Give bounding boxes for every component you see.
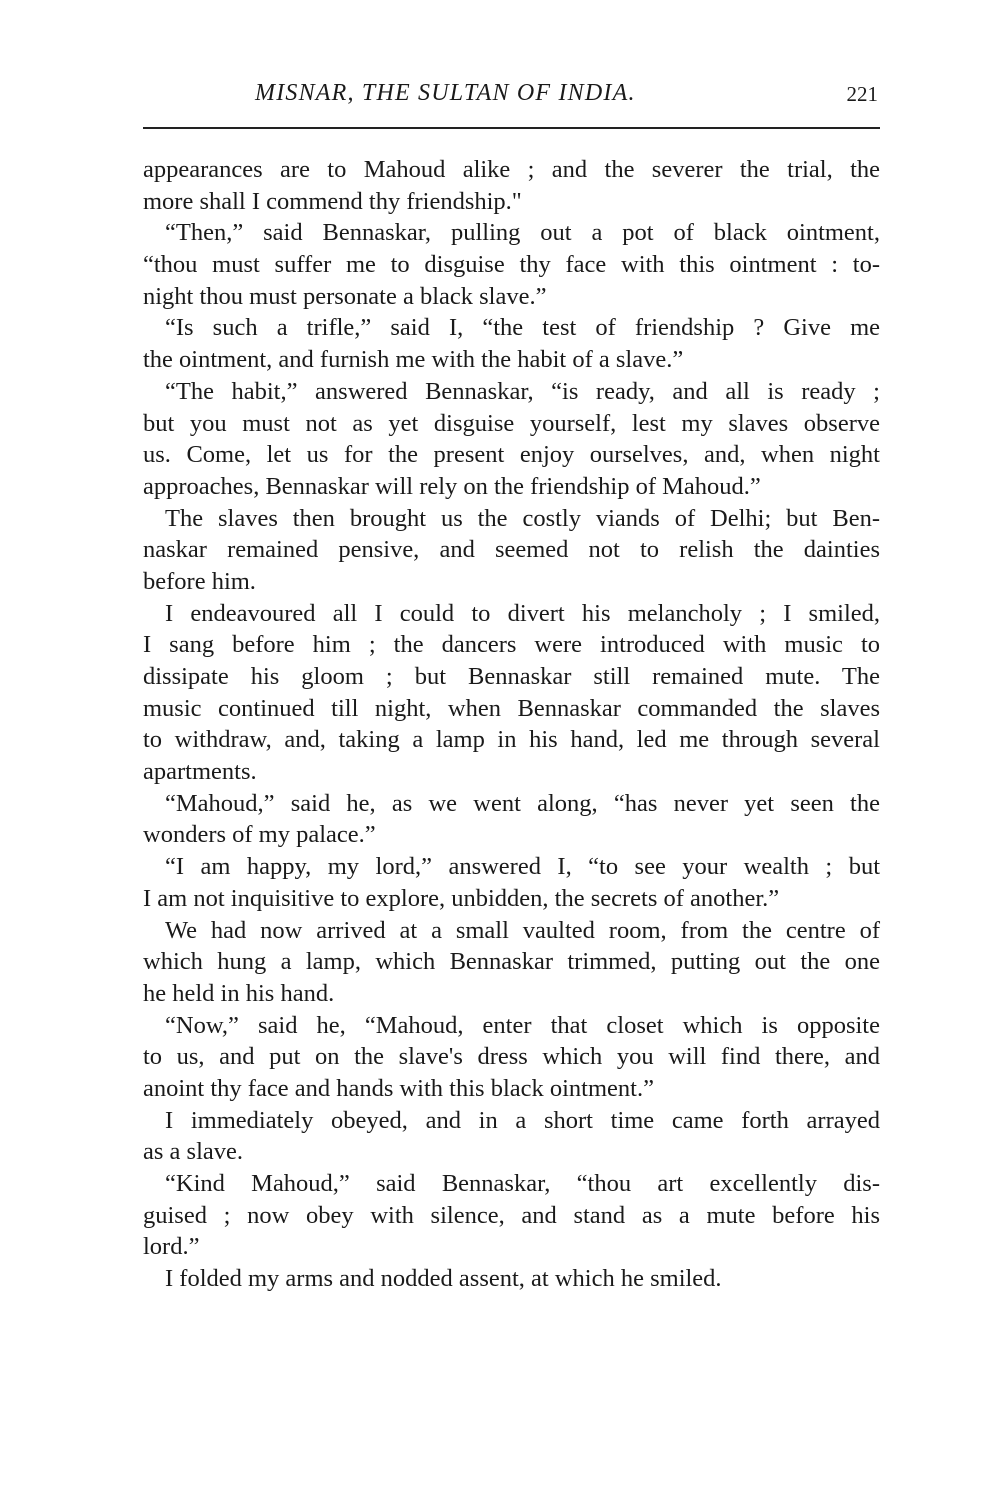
- body-text: [143, 154, 880, 1295]
- text-line: lord.”: [143, 1233, 200, 1261]
- text-line: he held in his hand.: [143, 979, 335, 1007]
- text-line: to withdraw, and, taking a lamp in his hand, led me through several: [143, 726, 880, 754]
- text-line: I am not inquisitive to explore, unbidden, the secrets of another.”: [143, 884, 780, 912]
- text-line: the ointment, and furnish me with the habit of a slave.”: [143, 346, 684, 374]
- text-line: “Then,” said Bennaskar, pulling out a pot of black ointment,: [165, 219, 880, 247]
- text-line: We had now arrived at a small vaulted room, from the centre of: [165, 916, 880, 944]
- text-line: but you must not as yet disguise yourself, lest my slaves observe: [143, 409, 880, 437]
- text-line: as a slave.: [143, 1138, 243, 1166]
- text-line: “The habit,” answered Bennaskar, “is ready, and all is ready ;: [165, 377, 880, 405]
- text-line: “Mahoud,” said he, as we went along, “has never yet seen the: [165, 789, 880, 817]
- text-line: naskar remained pensive, and seemed not to relish the dainties: [143, 536, 880, 564]
- text-line: I immediately obeyed, and in a short time came forth arrayed: [165, 1106, 880, 1134]
- running-header: [143, 80, 880, 116]
- text-line: us. Come, let us for the present enjoy ourselves, and, when night: [143, 441, 880, 469]
- running-title: MISNAR, THE SULTAN OF INDIA.: [255, 80, 636, 106]
- text-line: “Kind Mahoud,” said Bennaskar, “thou art excellently dis-: [165, 1170, 880, 1197]
- text-line: appearances are to Mahoud alike ; and the severer the trial, the: [143, 156, 880, 183]
- text-line: “thou must suffer me to disguise thy face with this ointment : to-: [143, 251, 880, 279]
- text-line: night thou must personate a black slave.”: [143, 282, 547, 310]
- header-rule: [143, 127, 880, 129]
- text-line: to us, and put on the slave's dress which you will find there, and: [143, 1043, 880, 1071]
- text-line: “Is such a trifle,” said I, “the test of friendship ? Give me: [165, 314, 880, 342]
- page-number: 221: [846, 82, 878, 106]
- text-line: dissipate his gloom ; but Bennaskar still remained mute. The: [143, 663, 880, 690]
- text-line: wonders of my palace.”: [143, 821, 376, 849]
- text-line: before him.: [143, 567, 256, 595]
- text-line: I sang before him ; the dancers were introduced with music to: [143, 631, 880, 659]
- text-line: which hung a lamp, which Bennaskar trimmed, putting out the one: [143, 948, 880, 976]
- text-line: more shall I commend thy friendship.": [143, 187, 522, 215]
- text-line: I endeavoured all I could to divert his melancholy ; I smiled,: [165, 599, 880, 627]
- text-line: music continued till night, when Bennaskar commanded the slaves: [143, 694, 880, 722]
- text-line: apartments.: [143, 758, 257, 786]
- text-line: approaches, Bennaskar will rely on the friendship of Mahoud.”: [143, 472, 761, 500]
- text-line: “I am happy, my lord,” answered I, “to see your wealth ; but: [165, 853, 880, 881]
- text-line: anoint thy face and hands with this black ointment.”: [143, 1074, 654, 1102]
- text-line: The slaves then brought us the costly viands of Delhi; but Ben-: [165, 504, 880, 532]
- text-line: I folded my arms and nodded assent, at which he smiled.: [165, 1265, 722, 1293]
- text-line: guised ; now obey with silence, and stand as a mute before his: [143, 1201, 880, 1229]
- text-line: “Now,” said he, “Mahoud, enter that closet which is opposite: [165, 1011, 880, 1039]
